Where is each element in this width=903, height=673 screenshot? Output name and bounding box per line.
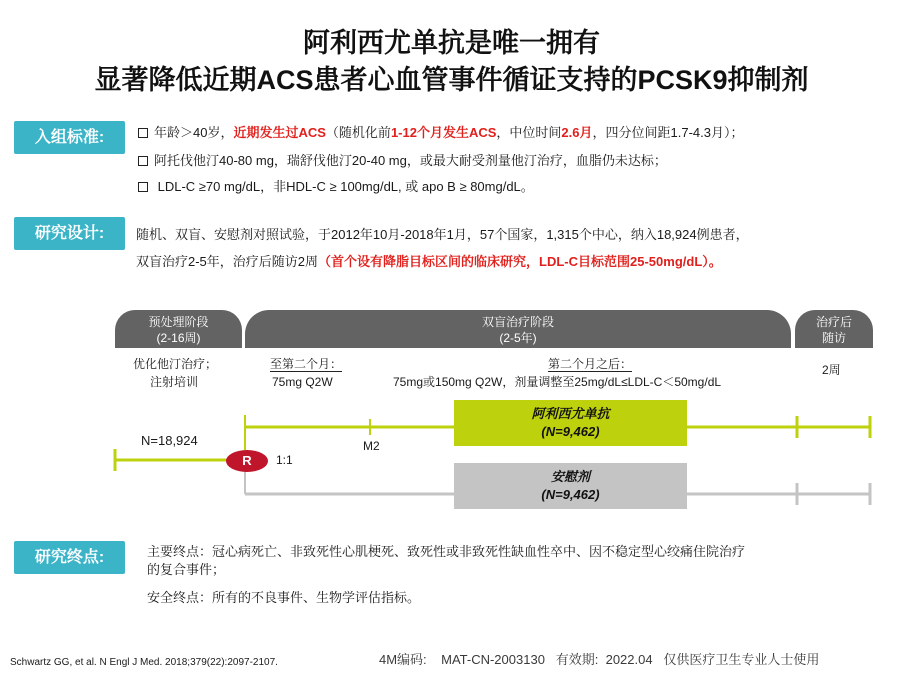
footer-code: 4M编码: MAT-CN-2003130 有效期: 2022.04 仅供医疗卫生专业人士使用	[379, 652, 820, 667]
inclusion-highlight: 近期发生过ACS	[233, 125, 326, 140]
inclusion-text: ，四分位间距1.7-4.3月）；	[592, 125, 744, 140]
phase-duration: 随访	[821, 331, 846, 345]
placebo-arm-box	[454, 463, 687, 509]
inclusion-text: ，中位时间	[496, 125, 562, 140]
pre-detail-line2: 注射培训	[150, 375, 199, 389]
randomization-badge: R	[226, 450, 268, 472]
pre-detail-line1: 优化他汀治疗；	[133, 357, 218, 371]
placebo-arm-n: (N=9,462)	[541, 487, 600, 502]
design-line1: 随机、双盲、安慰剂对照试验，于2012年10月-2018年1月，57个国家，1,315个中心，纳入18,924例患者，	[136, 227, 749, 242]
m2-label: M2	[363, 439, 380, 453]
randomization-ratio: 1:1	[276, 453, 293, 467]
inclusion-label: 入组标准:	[14, 121, 125, 154]
design-text: 双盲治疗2-5年，治疗后随访2周	[136, 254, 319, 269]
inclusion-text: LDL-C ≥70 mg/dL，非HDL-C ≥ 100mg/dL, 或 apo B ≥ 80mg/dL。	[154, 179, 534, 194]
month2-title-text: 至第二个月：	[270, 357, 343, 371]
phase-name: 预处理阶段	[148, 315, 209, 329]
post-duration: 2周	[822, 363, 841, 377]
month2-dose: 75mg Q2W	[272, 375, 333, 389]
page-title-line1: 阿利西尤单抗是唯一拥有	[303, 28, 600, 58]
phase-duration: (2-16周)	[156, 331, 201, 345]
reference-citation: Schwartz GG, et al. N Engl J Med. 2018;379(22):2097-2107.	[10, 657, 278, 668]
placebo-arm-name: 安慰剂	[550, 469, 590, 484]
design-label: 研究设计:	[14, 217, 125, 250]
inclusion-text: 年龄＞40岁，	[154, 125, 234, 140]
inclusion-highlight: 1-12个月发生ACS	[390, 125, 497, 140]
design-highlight: （首个设有降脂目标区间的临床研究，LDL-C目标范围25-50mg/dL）。	[318, 254, 722, 269]
safety-endpoint: 安全终点：所有的不良事件、生物学评估指标。	[147, 590, 421, 605]
primary-endpoint-line2: 的复合事件；	[147, 562, 226, 577]
endpoints-label: 研究终点:	[14, 541, 125, 574]
after-month2-title-text: 第二个月之后：	[548, 357, 633, 371]
after-month2-dose: 75mg或150mg Q2W，剂量调整至25mg/dL≤LDL-C＜50mg/dL	[393, 375, 722, 389]
inclusion-text: （随机化前	[325, 125, 391, 140]
page-title-line2: 显著降低近期ACS患者心血管事件循证支持的PCSK9抑制剂	[94, 65, 809, 95]
phase-name: 双盲治疗阶段	[481, 315, 554, 329]
drug-arm-name: 阿利西尤单抗	[531, 406, 610, 421]
primary-endpoint-line1: 主要终点：冠心病死亡、非致死性心肌梗死、致死性或非致死性缺血性卒中、因不稳定型心绞痛住院治疗	[147, 544, 746, 559]
drug-arm-box	[454, 400, 687, 446]
phase-duration: (2-5年)	[499, 331, 537, 345]
drug-arm-n: (N=9,462)	[541, 424, 600, 439]
inclusion-highlight: 2.6月	[561, 125, 593, 140]
inclusion-text: 阿托伐他汀40-80 mg，瑞舒伐他汀20-40 mg，或最大耐受剂量他汀治疗，血脂仍未达标；	[154, 153, 667, 168]
phase-name: 治疗后	[815, 315, 852, 329]
total-patients: N=18,924	[141, 433, 198, 448]
